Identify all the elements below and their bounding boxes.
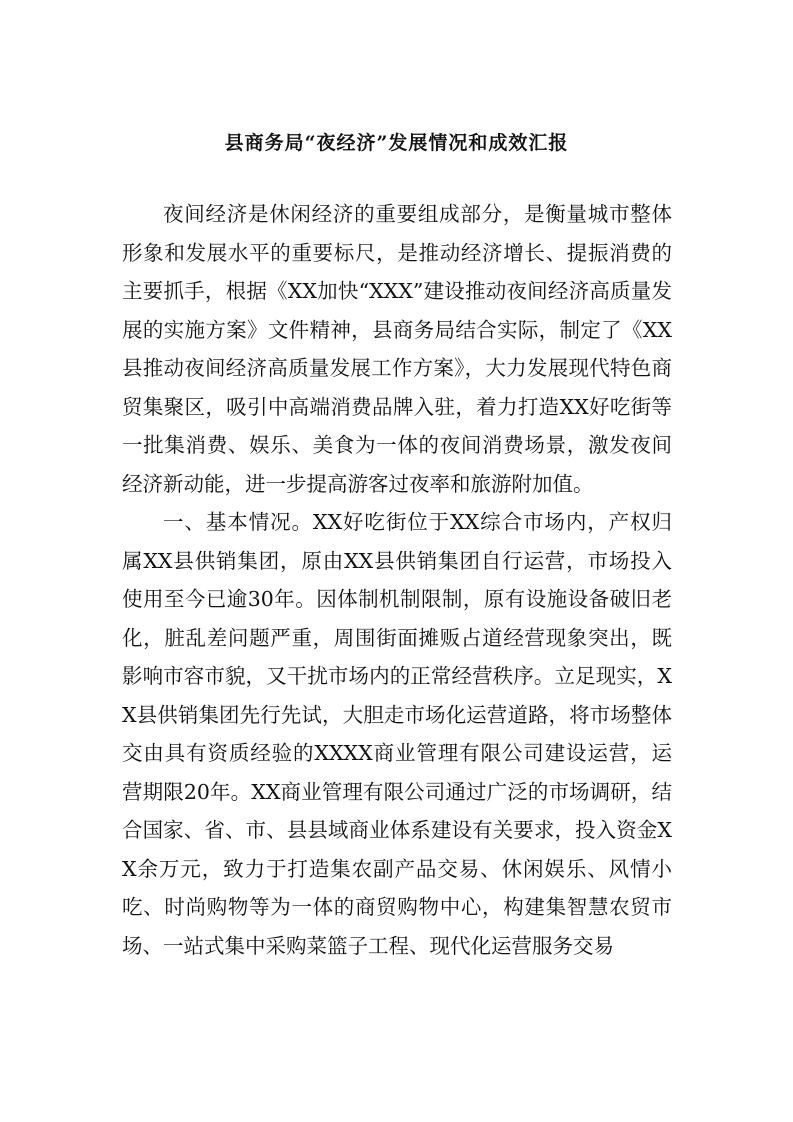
document-body <box>122 195 672 965</box>
paragraph-basic-situation: 一、基本情况。XX好吃街位于XX综合市场内，产权归属XX县供销集团，原由XX县供销集团自行运营，市场投入使用至今已逾30年。因体制机制限制，原有设施设备破旧老化，脏乱差问题严重，周围街面摊贩占道经营现象突出，既影响市容市貌，又干扰市场内的正常经营秩序。立足现实，XX县供销集团先行先试，大胆走市场化运营道路，将市场整体交由具有资质经验的XXXX商业管理有限公司建设运营，运营期限20年。XX商业管理有限公司通过广泛的市场调研，结合国家、省、市、县县域商业体系建设有关要求，投入资金XX余万元，致力于打造集农副产品交易、休闲娱乐、风情小吃、时尚购物等为一体的商贸购物中心，构建集智慧农贸市场、一站式集中采购菜篮子工程、现代化运营服务交易 <box>122 510 672 958</box>
page-title: 县商务局“夜经济”发展情况和成效汇报 <box>224 132 569 154</box>
paragraph-intro: 夜间经济是休闲经济的重要组成部分，是衡量城市整体形象和发展水平的重要标尺，是推动经济增长、提振消费的主要抓手，根据《XX加快“XXX”建设推动夜间经济高质量发展的实施方案》文件精神，县商务局结合实际，制定了《XX县推动夜间经济高质量发展工作方案》，大力发展现代特色商贸集聚区，吸引中高端消费品牌入驻，着力打造XX好吃街等一批集消费、娱乐、美食为一体的夜间消费场景，激发夜间经济新动能，进一步提高游客过夜率和旅游附加值。 <box>122 202 672 496</box>
